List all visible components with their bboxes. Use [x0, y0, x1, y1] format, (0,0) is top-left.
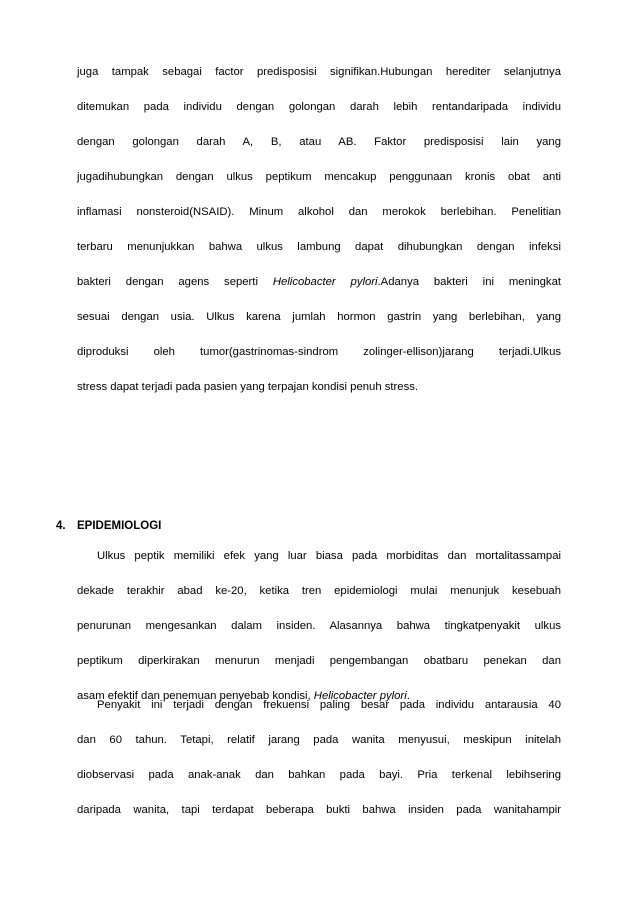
text-line: juga tampak sebagai factor predisposisi signifikan.Hubungan herediter selanjutnya: [77, 66, 561, 78]
paragraph-2: [77, 546, 561, 706]
species-name: Helicobacter pylori: [313, 690, 407, 702]
text-span: bakteri dengan agens seperti: [77, 276, 273, 288]
text-span: .Adanya bakteri ini meningkat: [377, 276, 561, 288]
text-line: Ulkus peptik memiliki efek yang luar biasa pada morbiditas dan mortalitassampai: [97, 550, 561, 562]
text-line: diproduksi oleh tumor(gastrinomas-sindrom zolinger-ellison)jarang terjadi.Ulkus: [77, 346, 561, 358]
paragraph-3: [77, 695, 561, 820]
text-line: sesuai dengan usia. Ulkus karena jumlah hormon gastrin yang berlebihan, yang: [77, 311, 561, 323]
text-line: inflamasi nonsteroid(NSAID). Minum alkohol dan merokok berlebihan. Penelitian: [77, 206, 561, 218]
text-line: ditemukan pada individu dengan golongan darah lebih rentandaripada individu: [77, 101, 561, 113]
text-line: [77, 272, 561, 292]
section-heading: [56, 516, 161, 536]
text-line: stress dapat terjadi pada pasien yang terpajan kondisi penuh stress.: [77, 381, 419, 393]
text-line: peptikum diperkirakan menurun menjadi pengembangan obatbaru penekan dan: [77, 655, 561, 667]
species-name: Helicobacter pylori: [272, 276, 378, 288]
text-line: Penyakit ini terjadi dengan frekuensi paling besar pada individu antarausia 40: [97, 699, 561, 711]
section-title: EPIDEMIOLOGI: [77, 520, 162, 532]
section-number: 4.: [56, 520, 66, 532]
text-line: jugadihubungkan dengan ulkus peptikum mencakup penggunaan kronis obat anti: [77, 171, 561, 183]
paragraph-1: [77, 62, 561, 397]
text-span: .: [406, 690, 410, 702]
text-line: dekade terakhir abad ke-20, ketika tren epidemiologi mulai menunjuk kesebuah: [77, 585, 561, 597]
text-line: daripada wanita, tapi terdapat beberapa bukti bahwa insiden pada wanitahampir: [77, 804, 561, 816]
text-line: penurunan mengesankan dalam insiden. Alasannya bahwa tingkatpenyakit ulkus: [77, 620, 561, 632]
text-line: dan 60 tahun. Tetapi, relatif jarang pada wanita menyusui, meskipun initelah: [77, 734, 561, 746]
text-span: asam efektif dan penemuan penyebab kondisi,: [77, 690, 314, 702]
text-line: diobservasi pada anak-anak dan bahkan pada bayi. Pria terkenal lebihsering: [77, 769, 561, 781]
text-line: dengan golongan darah A, B, atau AB. Faktor predisposisi lain yang: [77, 136, 561, 148]
text-line: terbaru menunjukkan bahwa ulkus lambung dapat dihubungkan dengan infeksi: [77, 241, 561, 253]
